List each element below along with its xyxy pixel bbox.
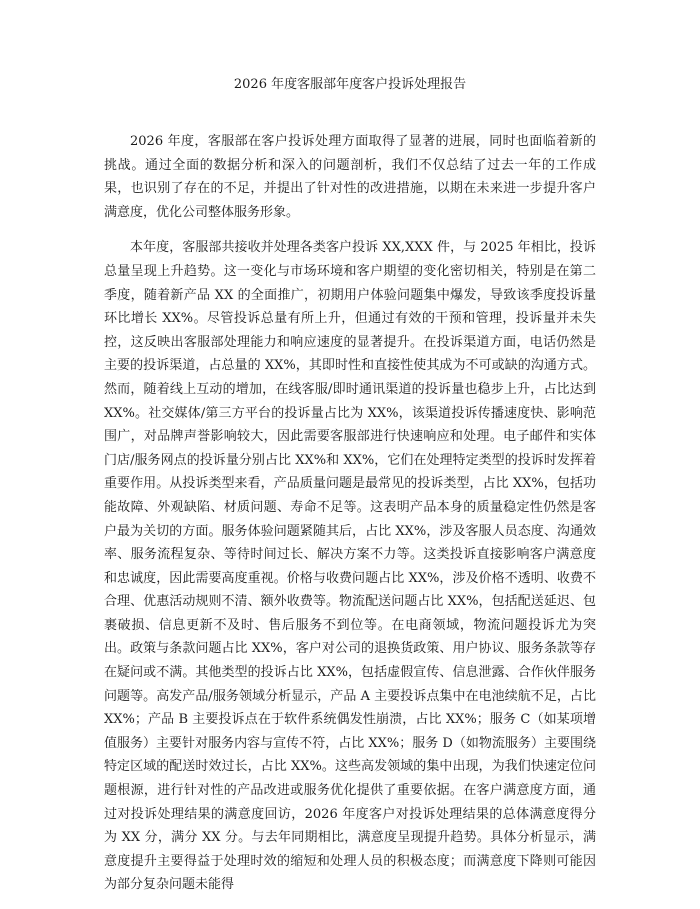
paragraph-body: 本年度，客服部共接收并处理各类客户投诉 XX,XXX 件，与 2025 年相比，投诉总量呈现上升趋势。这一变化与市场环境和客户期望的变化密切相关，特别是在第二季度，随着新产品 XX 的全面推广，初期用户体验问题集中爆发，导致该季度投诉量环比增长 XX%。尽管投诉总量有所上升，但通过有效的干预和管理，投诉量并未失控，这反映出客服部处理能力和响应速度的显著提升。在投诉渠道方面，电话仍然是主要的投诉渠道，占总量的 XX%，其即时性和直接性使其成为不可或缺的沟通方式。然而，随着线上互动的增加，在线客服/即时通讯渠道的投诉量也稳步上升，占比达到 XX%。社交媒体/第三方平台的投诉量占比为 XX%，该渠道投诉传播速度快、影响范围广，对品牌声誉影响较大，因此需要客服部进行快速响应和处理。电子邮件和实体门店/服务网点的投诉量分别占比 XX%和 XX%，它们在处理特定类型的投诉时发挥着重要作用。从投诉类型来看，产品质量问题是最常见的投诉类型，占比 XX%，包括功能故障、外观缺陷、材质问题、寿命不足等。这表明产品本身的质量稳定性仍然是客户最为关切的方面。服务体验问题紧随其后，占比 XX%，涉及客服人员态度、沟通效率、服务流程复杂、等待时间过长、解决方案不力等。这类投诉直接影响客户满意度和忠诚度，因此需要高度重视。价格与收费问题占比 XX%，涉及价格不透明、收费不合理、优惠活动规则不清、额外收费等。物流配送问题占比 XX%，包括配送延迟、包裹破损、信息更新不及时、售后服务不到位等。在电商领域，物流问题投诉尤为突出。政策与条款问题占比 XX%，客户对公司的退换货政策、用户协议、服务条款等存在疑问或不满。其他类型的投诉占比 XX%，包括虚假宣传、信息泄露、合作伙伴服务问题等。高发产品/服务领域分析显示，产品 A 主要投诉点集中在电池续航不足，占比 XX%；产品 B 主要投诉点在于软件系统偶发性崩溃，占比 XX%；服务 C（如某项增值服务）主要针对服务内容与宣传不符，占比 XX%；服务 D（如物流服务）主要围绕特定区域的配送时效过长，占比 XX%。这些高发领域的集中出现，为我们快速定位问题根源，进行针对性的产品改进或服务优化提供了重要依据。在客户满意度方面，通过对投诉处理结果的满意度回访，2026 年度客户对投诉处理结果的总体满意度得分为 XX 分，满分 XX 分。与去年同期相比，满意度呈现提升趋势。具体分析显示，满意度提升主要得益于处理时效的缩短和处理人员的积极态度；而满意度下降则可能因为部分复杂问题未能得 (104, 240, 596, 893)
paragraph-intro: 2026 年度，客服部在客户投诉处理方面取得了显著的进展，同时也面临着新的挑战。通过全面的数据分析和深入的问题剖析，我们不仅总结了过去一年的工作成果，也识别了存在的不足，并提出了针对性的改进措施，以期在未来进一步提升客户满意度，优化公司整体服务形象。 (104, 134, 596, 220)
document-page (104, 76, 596, 909)
document-title: 2026 年度客服部年度客户投诉处理报告 (233, 77, 467, 92)
